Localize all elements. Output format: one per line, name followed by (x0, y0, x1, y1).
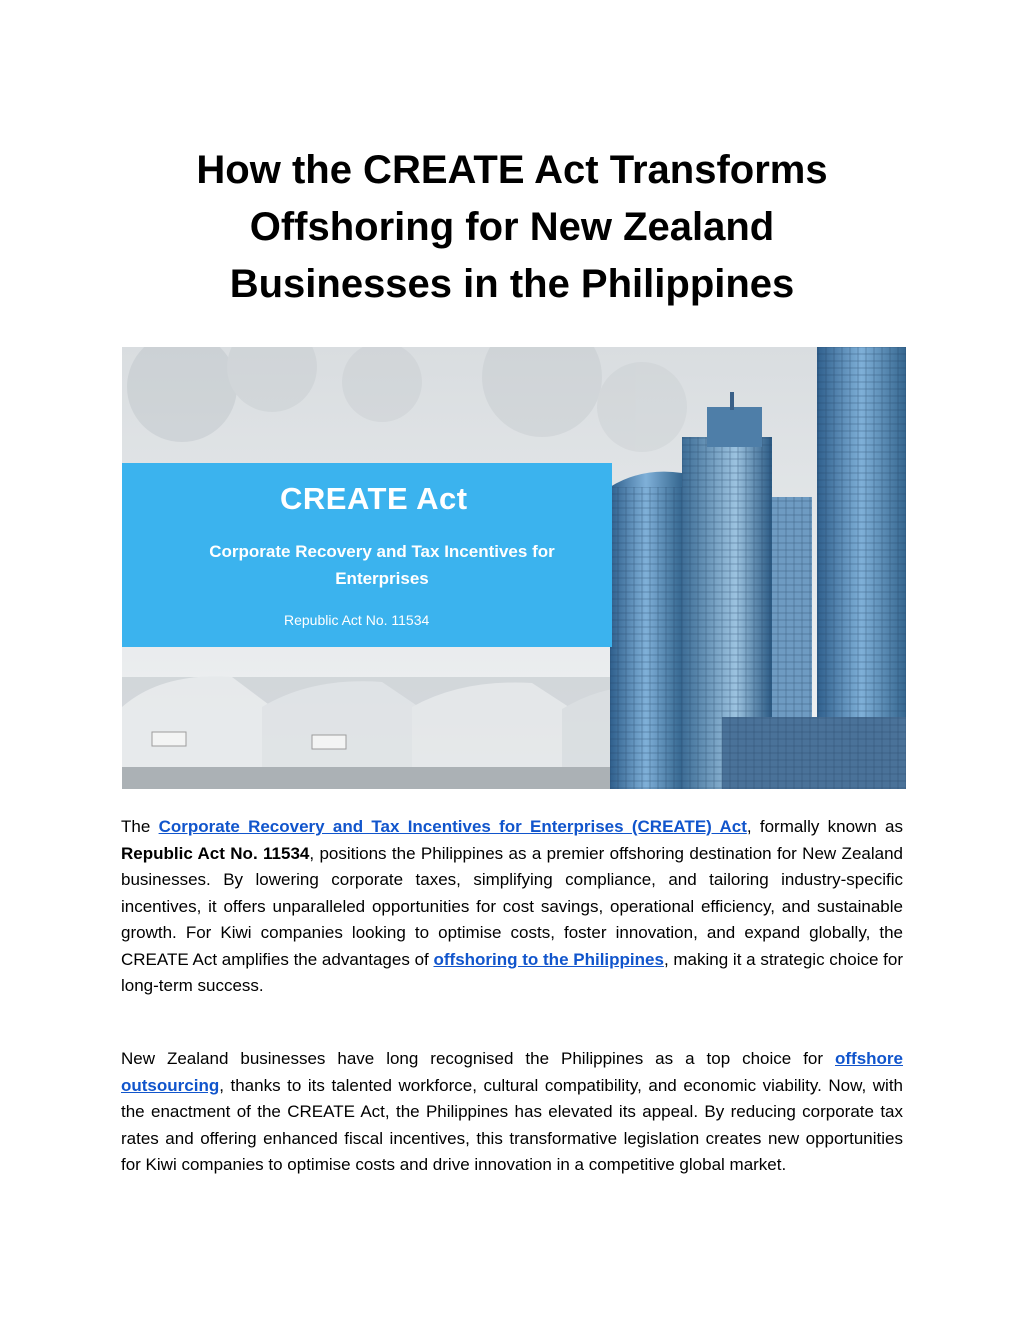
p1-text-3: , positions the Philippines as a premier offshoring destination for New Zealand businesses. By lowering corporate taxes, simplifying compliance, and tailoring industry-specific incentives, it offers unparalleled opportunities for cost savings, operational efficiency, and sustainable growth. For Kiwi companies looking to optimise costs, foster innovation, and expand globally, the CREATE Act amplifies the advantages of (121, 843, 903, 969)
p2-text-2: , thanks to its talented workforce, cultural compatibility, and economic viability. Now, with the enactment of the CREATE Act, the Philippines has elevated its appeal. By reducing corporate tax rates and offering enhanced fiscal incentives, this transformative legislation creates new opportunities for Kiwi companies to optimise costs and drive innovation in a competitive global market. (121, 1075, 903, 1174)
banner-title: CREATE Act (280, 481, 468, 516)
title-line-3: Businesses in the Philippines (229, 262, 795, 306)
banner-band (122, 463, 612, 647)
create-act-link[interactable]: Corporate Recovery and Tax Incentives for Enterprises (CREATE) Act (158, 817, 747, 836)
republic-act-bold: Republic Act No. 11534 (121, 843, 310, 863)
banner-subtitle: Corporate Recovery and Tax Incentives for Enterprises (209, 542, 555, 588)
city-illustration (122, 347, 906, 789)
offshoring-philippines-link[interactable]: offshoring to the Philippines (433, 949, 664, 969)
paragraph-2 (121, 1046, 903, 1179)
paragraph-1 (121, 814, 903, 1000)
hero-image (122, 347, 906, 789)
page-title (100, 142, 924, 313)
title-line-2: Offshoring for New Zealand (249, 205, 775, 249)
title-line-1: How the CREATE Act Transforms (196, 148, 828, 192)
parked-cars (122, 676, 642, 789)
p1-text-1: The (121, 817, 159, 836)
p1-text-4: , making it a strategic choice for long-term success. (121, 949, 904, 995)
offshore-outsourcing-link[interactable]: offshore outsourcing (121, 1049, 903, 1095)
p2-text-1: New Zealand businesses have long recognised the Philippines as a top choice for (121, 1049, 835, 1068)
banner-republic-act: Republic Act No. 11534 (284, 612, 430, 628)
p1-text-2: , formally known as (746, 817, 904, 836)
